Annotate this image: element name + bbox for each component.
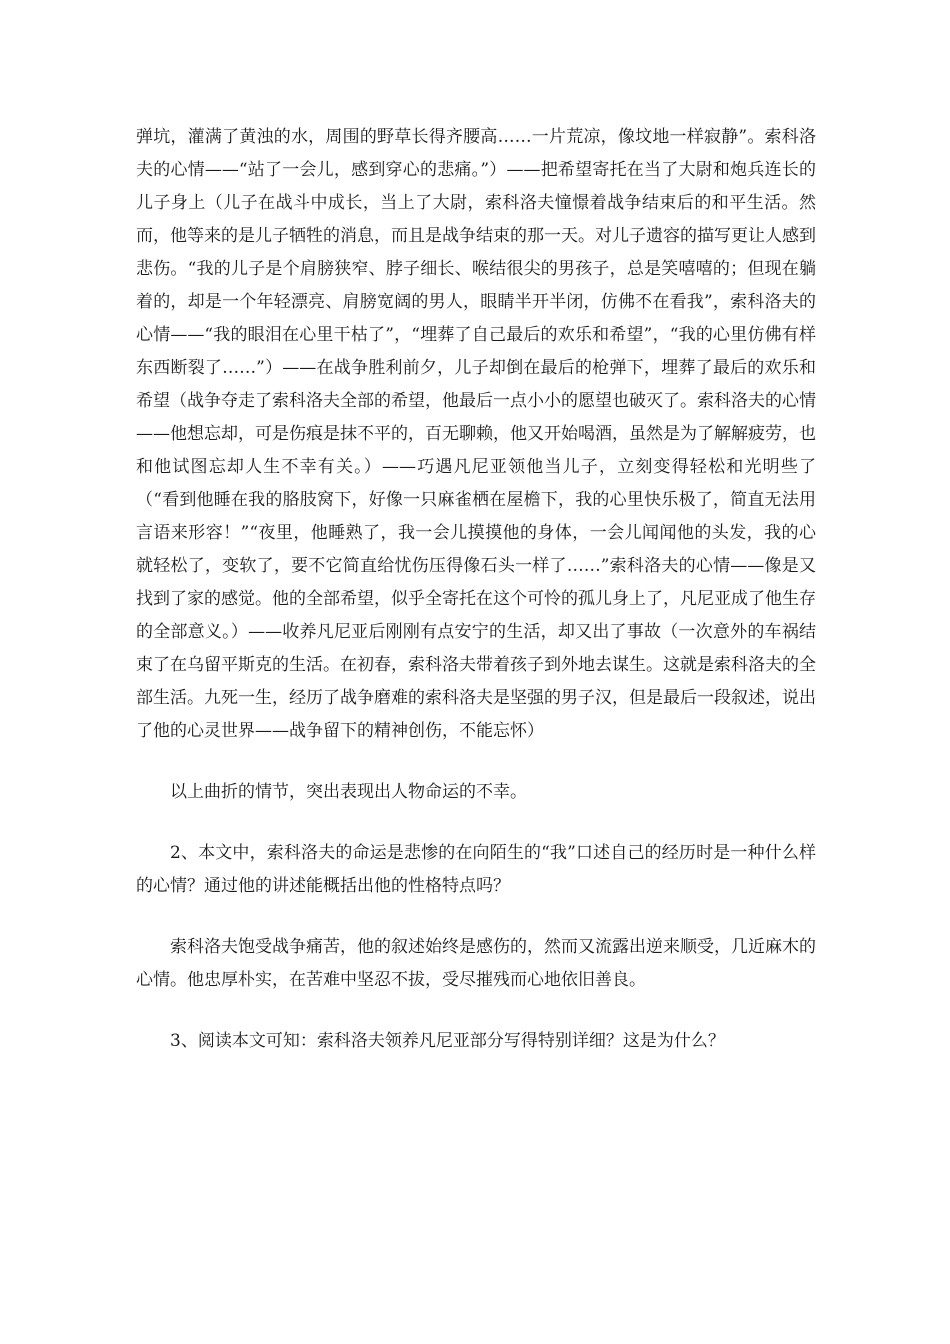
question-3: 3、阅读本文可知：索科洛夫领养凡尼亚部分写得特别详细？这是为什么？ bbox=[170, 1031, 725, 1051]
question-2: 2、本文中，索科洛夫的命运是悲惨的在向陌生的“我”口述自己的经历时是一种什么样的心情？通过他的讲述能概括出他的性格特点吗？ bbox=[136, 843, 816, 896]
paragraph-narrative-continuation: 弹坑，灌满了黄浊的水，周围的野草长得齐腰高……一片荒凉，像坟地一样寂静”。索科洛夫的心情——“站了一会儿，感到穿心的悲痛。”）——把希望寄托在当了大尉和炮兵连长的儿子身上（儿子在战斗中成长，当上了大尉，索科洛夫憧憬着战争结束后的和平生活。然而，他等来的是儿子牺牲的消息，而且是战争结束的那一天。对儿子遗容的描写更让人感到悲伤。“我的儿子是个肩膀狭窄、脖子细长、喉结很尖的男孩子，总是笑嘻嘻的；但现在躺着的，却是一个年轻漂亮、肩膀宽阔的男人，眼睛半开半闭，仿佛不在看我”，索科洛夫的心情——“我的眼泪在心里干枯了”，“埋葬了自己最后的欢乐和希望”，“我的心里仿佛有样东西断裂了……”）——在战争胜利前夕，儿子却倒在最后的枪弹下，埋葬了最后的欢乐和希望（战争夺走了索科洛夫全部的希望，他最后一点小小的愿望也破灭了。索科洛夫的心情——他想忘却，可是伤痕是抹不平的，百无聊赖，他又开始喝酒，虽然是为了解解疲劳，也和他试图忘却人生不幸有关。）——巧遇凡尼亚领他当儿子，立刻变得轻松和光明些了（“看到他睡在我的胳肢窝下，好像一只麻雀栖在屋檐下，我的心里快乐极了，简直无法用言语来形容！”“夜里，他睡熟了，我一会儿摸摸他的身体，一会儿闻闻他的头发，我的心就轻松了，变软了，要不它简直给忧伤压得像石头一样了……”索科洛夫的心情——像是又找到了家的感觉。他的全部希望，似乎全寄托在这个可怜的孤儿身上了，凡尼亚成了他生存的全部意义。）——收养凡尼亚后刚刚有点安宁的生活，却又出了事故（一次意外的车祸结束了在乌留平斯克的生活。在初春，索科洛夫带着孩子到外地去谋生。这就是索科洛夫的全部生活。九死一生，经历了战争磨难的索科洛夫是坚强的男子汉，但是最后一段叙述，说出了他的心灵世界——战争留下的精神创伤，不能忘怀） bbox=[136, 127, 816, 741]
paragraph-summary: 以上曲折的情节，突出表现出人物命运的不幸。 bbox=[170, 782, 527, 802]
document-body bbox=[136, 121, 816, 1058]
answer-2: 索科洛夫饱受战争痛苦，他的叙述始终是感伤的，然而又流露出逆来顺受，几近麻木的心情。他忠厚朴实，在苦难中坚忍不拔，受尽摧残而心地依旧善良。 bbox=[136, 937, 816, 990]
